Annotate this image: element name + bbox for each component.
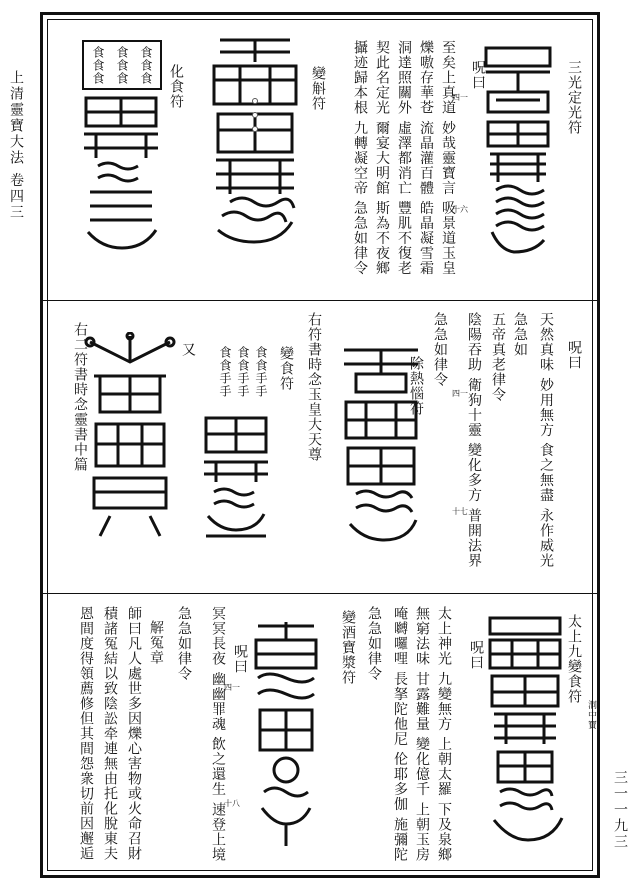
s2-food-hand-2: 食食手手 xyxy=(236,346,250,398)
s3-ji-ji-2: 急急如律令 xyxy=(176,606,192,681)
s2-note-1: 四一 xyxy=(452,389,468,398)
s1-title-bianhu: 變斛符 xyxy=(310,66,326,111)
s3-prose-line-1: 師曰凡人處世多因爍心害物或火命召財 xyxy=(126,606,142,861)
s3-verse-line-3: 唵嚩囉哩 長拏陀他尼 伦耶多伽 施彌陀 xyxy=(392,606,408,863)
s1-verse-line-4: 契此名定光 爾宴大明館 斯為不夜鄉 xyxy=(374,40,390,276)
talisman-chure xyxy=(336,344,426,554)
s3-note-1: 四一 xyxy=(224,683,240,692)
s1-title-sanguang: 三光定光符 xyxy=(566,60,582,135)
talisman-bianjiu xyxy=(246,620,326,850)
s2-title-chure: 除熱惱符 xyxy=(408,356,424,416)
s2-food-hand-1: 食食手手 xyxy=(254,346,268,398)
talisman-dot xyxy=(252,98,258,104)
s3-ji-ji-1: 急急如律令 xyxy=(366,606,382,681)
talisman-jiubian xyxy=(480,614,570,854)
margin-title: 上清靈寶大法 卷四三 xyxy=(8,70,24,221)
s2-you-label: 又 xyxy=(180,342,196,357)
s1-note-1: 四一 xyxy=(452,93,468,102)
s1-zhou-label: 呪曰 xyxy=(470,60,486,90)
s2-ji-ji: 急急如 xyxy=(512,312,528,357)
s3-title-bianjiu: 變酒寶漿符 xyxy=(340,610,356,685)
divider-top xyxy=(43,300,597,301)
talisman-huashi xyxy=(76,92,166,262)
s2-zhou-label: 呪曰 xyxy=(566,340,582,370)
s1-verse-line-1: 至矣上真道 妙哉靈寶言 吸景道玉皇 xyxy=(440,40,456,276)
s1-note-2: 十六 xyxy=(452,205,468,214)
s3-verse-line-1: 太上神光 九變無方 上朝太羅 下及泉鄉 xyxy=(436,606,452,863)
s1-food-grid xyxy=(82,40,162,90)
s2-verse-line-3: 陰陽吞助 衛狗十靈 變化多方 普開法界 xyxy=(466,312,482,569)
s3-zhou-label: 呪曰 xyxy=(468,640,484,670)
food-column: 食食食 xyxy=(91,46,105,85)
s2-title-bianshi: 變食符 xyxy=(278,346,294,391)
s3-note-2: 十八 xyxy=(224,799,240,808)
s2-verse-line-2: 五帝真老律令 xyxy=(490,312,506,402)
s1-verse-line-2: 爍嗷存華苍 流晶灌百體 皓晶凝雪霜 xyxy=(418,40,434,276)
talisman-dot xyxy=(252,112,258,118)
s3-zhou-label-2: 呪曰 xyxy=(232,644,248,674)
food-column: 食食食 xyxy=(115,46,129,85)
food-column: 食食食 xyxy=(139,46,153,85)
s3-title-jiubian: 太上九變食符 xyxy=(566,614,582,704)
talisman-bianhu xyxy=(200,34,310,254)
divider-bottom xyxy=(43,593,597,594)
s3-prose-line-3: 恩間度得領薦修但其間怨衆切前因邂逅 xyxy=(78,606,94,861)
s2-note-2: 十七 xyxy=(452,507,468,516)
s3-title-jieyuan: 解冤章 xyxy=(148,620,164,665)
s2-food-hand-3: 食食手手 xyxy=(218,346,232,398)
s3-prose-line-2: 積諸冤結以致陰訟牵連無由托化脫東夫 xyxy=(102,606,118,861)
talisman-you xyxy=(80,332,180,542)
s3-title-small: 洞中寶 xyxy=(586,700,596,730)
talisman-sanguang xyxy=(478,42,558,257)
s1-verse-line-3: 洞達照關外 虛澤都消亡 豐肌不復老 xyxy=(396,40,412,276)
s2-note-yuhuang: 右符書時念玉皇大天尊 xyxy=(306,312,322,462)
s3-verse-line-4: 冥冥長夜 幽幽罪魂 飲之還生 速登上境 xyxy=(210,606,226,863)
s2-ji-ji-lu-ling: 急急如律令 xyxy=(432,312,448,387)
margin-page-number: 三一一九三 xyxy=(612,770,628,850)
s1-verse-line-5: 攝迹歸本根 九轉凝空帝 急急如律令 xyxy=(352,40,368,276)
s3-verse-line-2: 無窮法味 甘露難量 變化億千 上朝玉房 xyxy=(414,606,430,863)
s1-title-huashi: 化食符 xyxy=(168,64,184,109)
s2-verse-line-1: 天然真味 妙用無方 食之無盡 永作威光 xyxy=(538,312,554,569)
talisman-dot xyxy=(252,126,258,132)
talisman-bianshi xyxy=(196,412,276,552)
s2-note-lingshu: 右二符書時念靈書中篇 xyxy=(72,322,88,472)
